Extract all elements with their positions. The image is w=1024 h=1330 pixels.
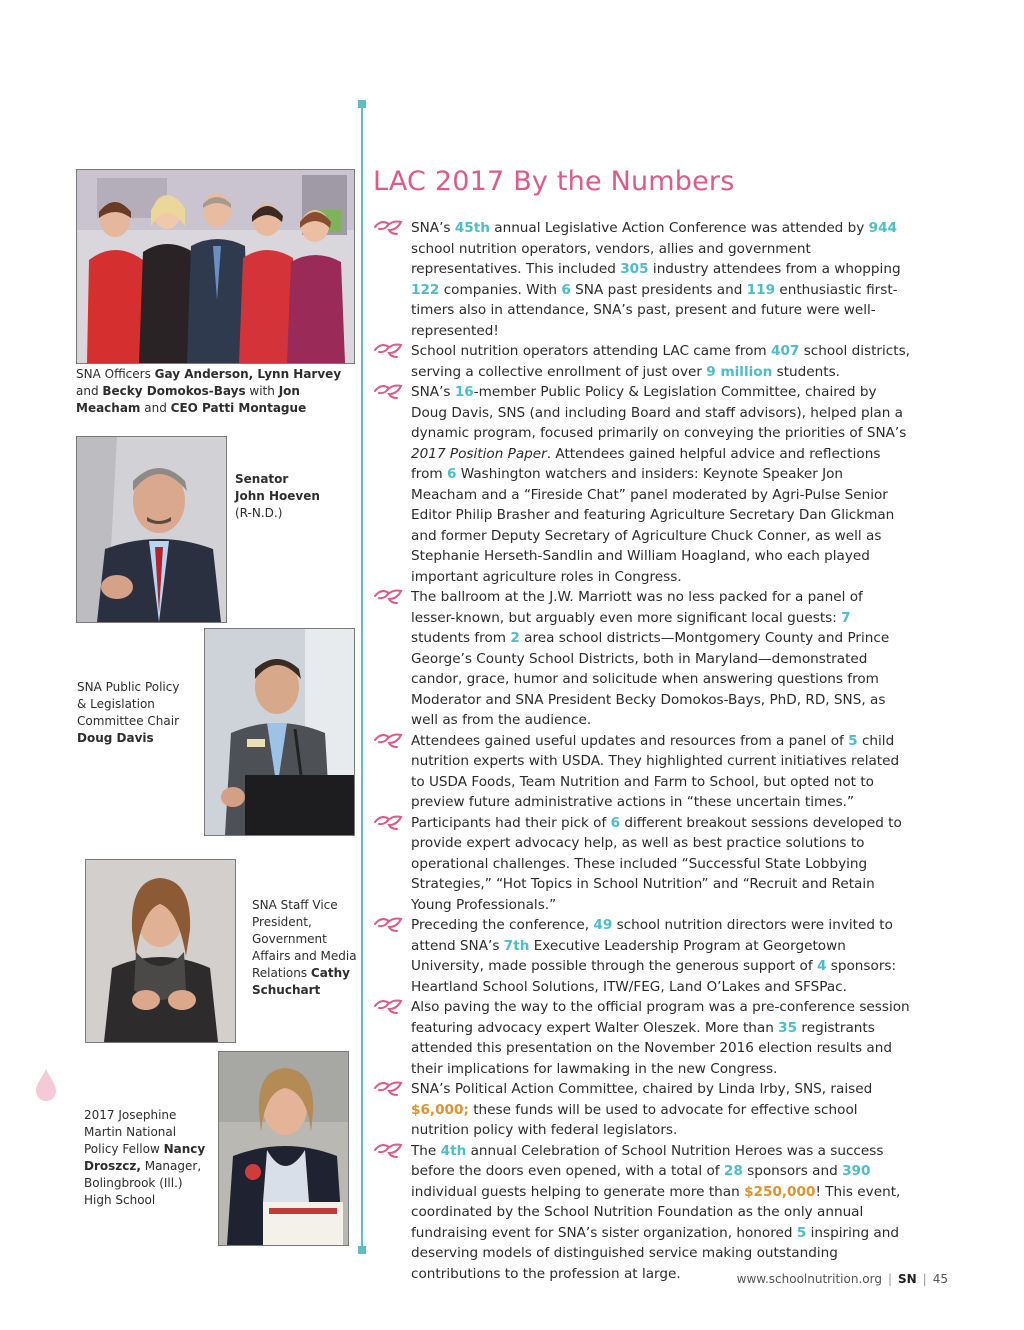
paragraph-heroes: The 4th annual Celebration of School Nutrition Heroes was a success before the doors even opened, with a total of 28 sponsors and 390 individual guests helping to generate more than $250,000! This event, coordinated by the School Nutrition Foundation as the only annual fundraising event for SNA’s sister organization, honored 5 inspiring and deserving models of distinguished service making outstanding contributions to the profession at large. xyxy=(411,1141,911,1285)
paragraph-pac: SNA’s Political Action Committee, chaired by Linda Irby, SNS, raised $6,000; these funds will be used to advocate for effective school nutrition policy with federal legislators. xyxy=(411,1079,911,1141)
photo-nancy-droszcz xyxy=(218,1051,349,1246)
paragraph-attendance: SNA’s 45th annual Legislative Action Conference was attended by 944 school nutrition operators, vendors, allies and government representatives. This included 305 industry attendees from a whopping 122 companies. With 6 SNA past presidents and 119 enthusiastic first-timers also in attendance, SNA’s past, present and future were well-represented! xyxy=(411,218,911,341)
photo-cathy-schuchart xyxy=(85,859,236,1043)
footer-separator: | xyxy=(887,1272,892,1286)
paragraph-usda: Attendees gained useful updates and resources from a panel of 5 child nutrition experts with USDA. They highlighted current initiatives related to USDA Foods, Team Nutrition and Farm to School, but opted not to preview future administrative actions in “these uncertain times.” xyxy=(411,731,911,813)
caption-nancy-droszcz: 2017 Josephine Martin National Policy Fellow Nancy Droszcz, Manager, Bolingbrook (Ill.) High School xyxy=(84,1108,206,1207)
photo-senator-hoeven xyxy=(76,436,227,623)
pink-drop-icon xyxy=(34,1068,58,1102)
paragraph-ballroom: The ballroom at the J.W. Marriott was no less packed for a panel of lesser-known, but arguably even more significant local guests: 7 students from 2 area school districts—Montgomery County and Prince George’s County School Districts, both in Maryland—demonstrated candor, grace, humor and solicitude when answering questions from Moderator and SNA President Becky Domokos-Bays, PhD, RD, SNS, as well as from the audience. xyxy=(411,587,911,731)
paragraph-districts: School nutrition operators attending LAC came from 407 school districts, serving a collective enrollment of just over 9 million students. xyxy=(411,341,911,382)
divider-cap-top xyxy=(358,100,366,108)
photo-sna-officers xyxy=(76,169,355,364)
paragraph-breakouts: Participants had their pick of 6 different breakout sessions developed to provide expert advocacy help, as well as best practice solutions to operational challenges. These included “Successful State Lobbying Strategies,” “Hot Topics in School Nutrition” and “Recruit and Retain Young Professionals.” xyxy=(411,813,911,916)
pink-leaf-swirl-icon xyxy=(373,1079,403,1097)
photo-doug-davis xyxy=(204,628,355,836)
paragraph-preconference: Also paving the way to the official program was a pre-conference session featuring advocacy expert Walter Oleszek. More than 35 registrants attended this presentation on the November 2016 election results and their implications for lawmaking in the new Congress. xyxy=(411,997,911,1079)
article-title: LAC 2017 By the Numbers xyxy=(373,166,735,197)
caption-sna-officers: SNA Officers Gay Anderson, Lynn Harvey and Becky Domokos-Bays with Jon Meacham and CEO Patti Montague xyxy=(76,367,342,415)
pink-leaf-swirl-icon xyxy=(373,218,403,236)
article-body xyxy=(411,218,911,1284)
caption-senator-hoeven: Senator John Hoeven (R-N.D.) xyxy=(235,472,320,520)
pink-leaf-swirl-icon xyxy=(373,587,403,605)
caption-cathy-schuchart: SNA Staff Vice President, Government Affairs and Media Relations Cathy Schuchart xyxy=(252,898,357,997)
footer-url[interactable]: www.schoolnutrition.org xyxy=(736,1272,882,1286)
pink-leaf-swirl-icon xyxy=(373,997,403,1015)
divider-cap-bottom xyxy=(358,1246,366,1254)
pink-leaf-swirl-icon xyxy=(373,731,403,749)
pink-leaf-swirl-icon xyxy=(373,1141,403,1159)
paragraph-leadership: Preceding the conference, 49 school nutrition directors were invited to attend SNA’s 7th Executive Leadership Program at Georgetown University, made possible through the generous support of 4 sponsors: Heartland School Solutions, ITW/FEG, Land O’Lakes and SFSPac. xyxy=(411,915,911,997)
pink-leaf-swirl-icon xyxy=(373,341,403,359)
pink-leaf-swirl-icon xyxy=(373,813,403,831)
page-number: 45 xyxy=(932,1272,948,1286)
paragraph-committee: SNA’s 16-member Public Policy & Legislation Committee, chaired by Doug Davis, SNS (and including Board and staff advisors), helped plan a dynamic program, focused primarily on conveying the priorities of SNA’s 2017 Position Paper. Attendees gained helpful advice and reflections from 6 Washington watchers and insiders: Keynote Speaker Jon Meacham and a “Fireside Chat” panel moderated by Agri-Pulse Senior Editor Philip Brasher and featuring Agriculture Secretary Dan Glickman and former Deputy Secretary of Agriculture Chuck Conner, as well as Stephanie Herseth-Sandlin and William Hoagland, who each played important agriculture roles in Congress. xyxy=(411,382,911,587)
footer-magazine: SN xyxy=(897,1272,917,1286)
page-footer xyxy=(737,1272,948,1286)
pink-leaf-swirl-icon xyxy=(373,915,403,933)
pink-leaf-swirl-icon xyxy=(373,382,403,400)
caption-doug-davis: SNA Public Policy & Legislation Committee Chair Doug Davis xyxy=(77,680,180,745)
footer-separator: | xyxy=(922,1272,927,1286)
vertical-divider xyxy=(361,104,363,1250)
